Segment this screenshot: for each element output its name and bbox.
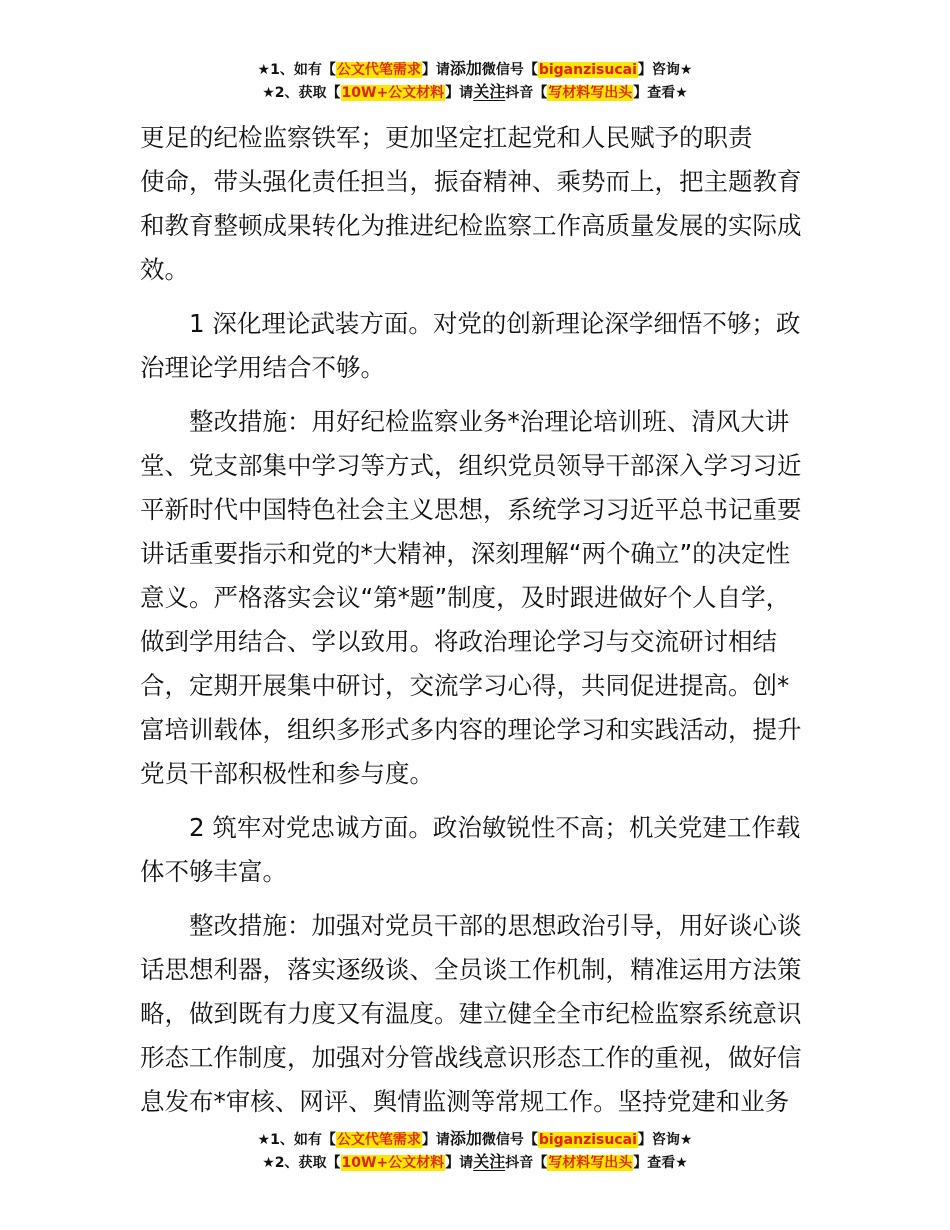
header-promo-banner (0, 58, 950, 104)
promo-text: 】咨询★ (637, 62, 693, 78)
text-line: 富培训载体，组织多形式多内容的理论学习和实践活动，提升 (140, 715, 802, 744)
text-line: 做到学用结合、学以致用。将政治理论学习与交流研讨相结 (140, 627, 777, 656)
promo-emphasis: 添加 (449, 59, 482, 78)
promo-highlight: 公文代笔需求 (336, 62, 421, 78)
promo-line-1 (0, 1128, 950, 1151)
text-line: 治理论学用结合不够。 (140, 353, 385, 382)
text-line: 更足的纪检监察铁军；更加坚定扛起党和人民赋予的职责 (140, 123, 753, 152)
text-line: 2 筑牢对党忠诚方面。政治敏锐性不高；机关党建工作载 (189, 813, 801, 842)
promo-emphasis: 添加 (449, 1129, 482, 1148)
promo-highlight: 公文代笔需求 (336, 1132, 421, 1148)
text-line: 整改措施：用好纪检监察业务*治理论培训班、清风大讲 (189, 407, 790, 436)
promo-line-2 (0, 81, 950, 104)
text-line: 效。 (140, 255, 189, 284)
promo-emphasis: 关注 (473, 1152, 506, 1171)
text-line: 略，做到既有力度又有温度。建立健全全市纪检监察系统意识 (140, 999, 802, 1028)
text-line: 体不够丰富。 (140, 857, 287, 886)
promo-highlight: 10W+公文材料 (341, 1155, 445, 1171)
promo-text: 抖音【 (505, 85, 548, 101)
text-line: 话思想利器，落实逐级谈、全员谈工作机制，精准运用方法策 (140, 955, 802, 984)
paragraph-heading-1 (140, 302, 815, 390)
promo-text: 微信号【 (481, 1132, 538, 1148)
promo-text: ★2、获取【 (262, 85, 341, 101)
promo-highlight-wechat: biganzisucai (538, 1132, 637, 1148)
promo-text: 】查看★ (633, 1155, 688, 1171)
promo-text: ★1、如有【 (257, 62, 336, 78)
promo-line-2 (0, 1151, 950, 1174)
paragraph-heading-2 (140, 806, 815, 894)
promo-text: 】请 (445, 85, 474, 101)
footer-promo-banner (0, 1128, 950, 1174)
text-line: 使命，带头强化责任担当，振奋精神、乘势而上，把主题教育 (140, 167, 802, 196)
promo-highlight-wechat: biganzisucai (538, 62, 637, 78)
text-line: 讲话重要指示和党的*大精神，深刻理解“两个确立”的决定性 (140, 539, 791, 568)
promo-text: 】请 (445, 1155, 474, 1171)
promo-text: 】请 (421, 1132, 450, 1148)
promo-text: ★1、如有【 (257, 1132, 336, 1148)
promo-text: 抖音【 (505, 1155, 548, 1171)
promo-line-1 (0, 58, 950, 81)
text-line: 平新时代中国特色社会主义思想，系统学习习近平总书记重要 (140, 495, 802, 524)
promo-text: 】咨询★ (637, 1132, 693, 1148)
text-line: 和教育整顿成果转化为推进纪检监察工作高质量发展的实际成 (140, 211, 802, 240)
promo-text: 】请 (421, 62, 450, 78)
text-line: 党员干部积极性和参与度。 (140, 759, 434, 788)
paragraph-measures-2 (140, 904, 815, 1124)
promo-emphasis: 关注 (473, 82, 506, 101)
promo-highlight-douyin: 写材料写出头 (548, 1155, 633, 1171)
text-line: 形态工作制度，加强对分管战线意识形态工作的重视，做好信 (140, 1043, 802, 1072)
text-line: 堂、党支部集中学习等方式，组织党员领导干部深入学习习近 (140, 451, 802, 480)
text-line: 合，定期开展集中研讨，交流学习心得，共同促进提高。创* (140, 671, 790, 700)
promo-text: ★2、获取【 (262, 1155, 341, 1171)
paragraph-measures-1 (140, 400, 815, 796)
document-body (140, 116, 815, 1134)
text-line: 意义。严格落实会议“第*题”制度，及时跟进做好个人自学， (140, 583, 791, 612)
promo-highlight-douyin: 写材料写出头 (548, 85, 633, 101)
text-line: 息发布*审核、网评、舆情监测等常规工作。坚持党建和业务 (140, 1087, 790, 1116)
paragraph (140, 116, 815, 292)
promo-text: 微信号【 (481, 62, 538, 78)
promo-text: 】查看★ (633, 85, 688, 101)
text-line: 1 深化理论武装方面。对党的创新理论深学细悟不够；政 (189, 309, 801, 338)
promo-highlight: 10W+公文材料 (341, 85, 445, 101)
text-line: 整改措施：加强对党员干部的思想政治引导，用好谈心谈 (189, 911, 802, 940)
